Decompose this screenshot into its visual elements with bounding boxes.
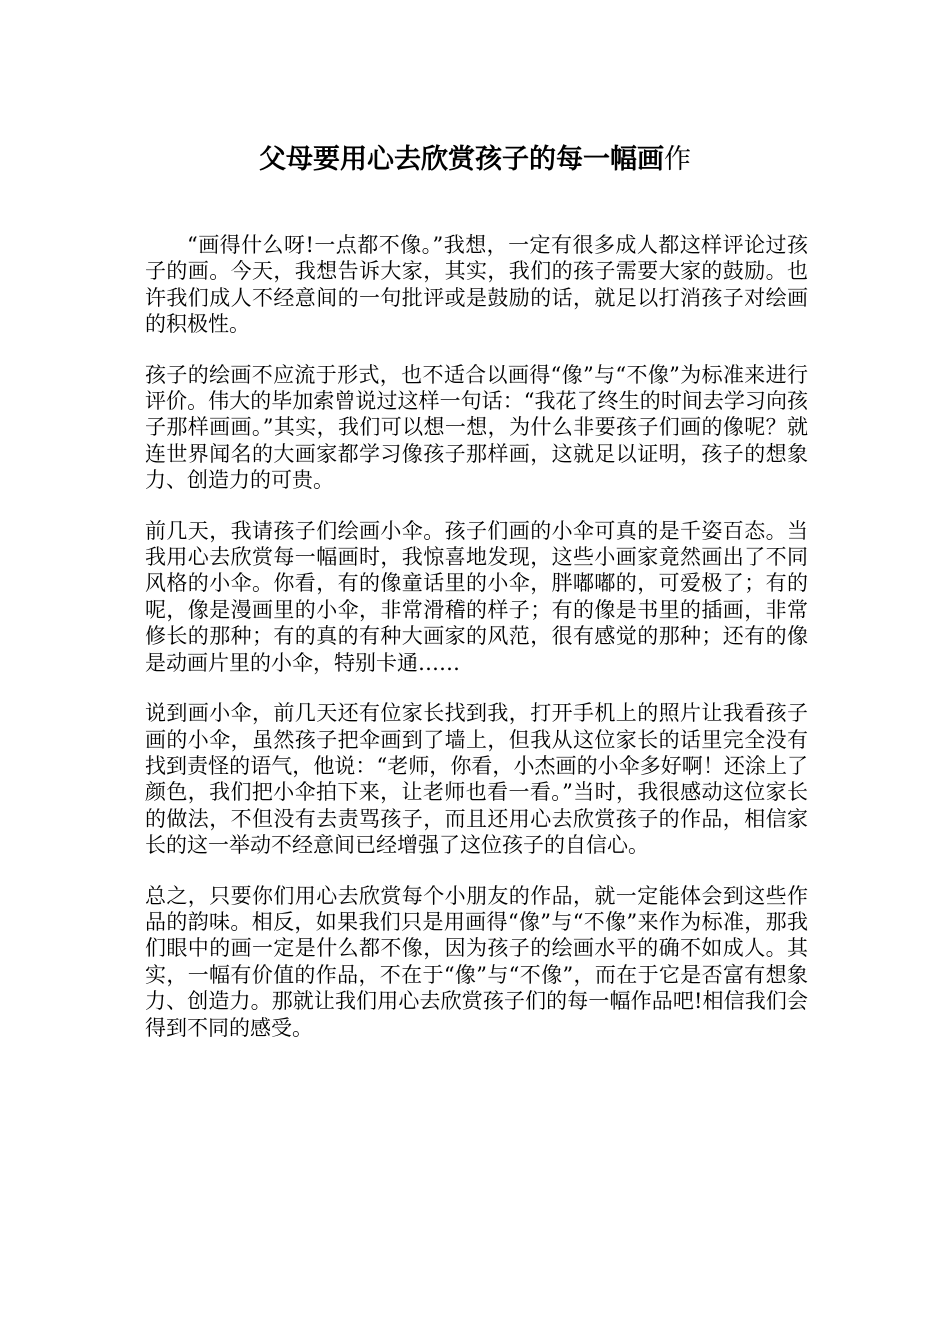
title-main-text: 父母要用心去欣赏孩子的每一幅画 <box>259 144 664 175</box>
paragraph-2: 孩子的绘画不应流于形式，也不适合以画得“像”与“不像”为标准来进行评价。伟大的毕加索曾说过这样一句话：“我花了终生的时间去学习向孩子那样画画。”其实，我们可以想一想，为什么非要孩子们画的像呢？就连世界闻名的大画家都学习像孩子那样画，这就足以证明，孩子的想象力、创造力的可贵。 <box>145 362 808 493</box>
paragraph-5: 总之，只要你们用心去欣赏每个小朋友的作品，就一定能体会到这些作品的韵味。相反，如果我们只是用画得“像”与“不像”来作为标准，那我们眼中的画一定是什么都不像，因为孩子的绘画水平的确不如成人。其实，一幅有价值的作品，不在于“像”与“不像”，而在于它是否富有想象力、创造力。那就让我们用心去欣赏孩子们的每一幅作品吧!相信我们会得到不同的感受。 <box>145 883 808 1040</box>
document-title <box>0 140 950 180</box>
title-tail-text: 作 <box>664 144 691 175</box>
paragraph-3: 前几天，我请孩子们绘画小伞。孩子们画的小伞可真的是千姿百态。当我用心去欣赏每一幅画时，我惊喜地发现，这些小画家竟然画出了不同风格的小伞。你看，有的像童话里的小伞，胖嘟嘟的，可爱极了；有的呢，像是漫画里的小伞，非常滑稽的样子；有的像是书里的插画，非常修长的那种；有的真的有种大画家的风范，很有感觉的那种；还有的像是动画片里的小伞，特别卡通…… <box>145 518 808 675</box>
paragraph-1: “画得什么呀!一点都不像。”我想，一定有很多成人都这样评论过孩子的画。今天，我想告诉大家，其实，我们的孩子需要大家的鼓励。也许我们成人不经意间的一句批评或是鼓励的话，就足以打消孩子对绘画的积极性。 <box>145 233 808 337</box>
document-body <box>145 232 808 1065</box>
paragraph-4: 说到画小伞，前几天还有位家长找到我，打开手机上的照片让我看孩子画的小伞，虽然孩子把伞画到了墙上，但我从这位家长的话里完全没有找到责怪的语气，他说：“老师，你看，小杰画的小伞多好啊！还涂上了颜色，我们把小伞拍下来，让老师也看一看。”当时，我很感动这位家长的做法，不但没有去责骂孩子，而且还用心去欣赏孩子的作品，相信家长的这一举动不经意间已经增强了这位孩子的自信心。 <box>145 701 808 858</box>
